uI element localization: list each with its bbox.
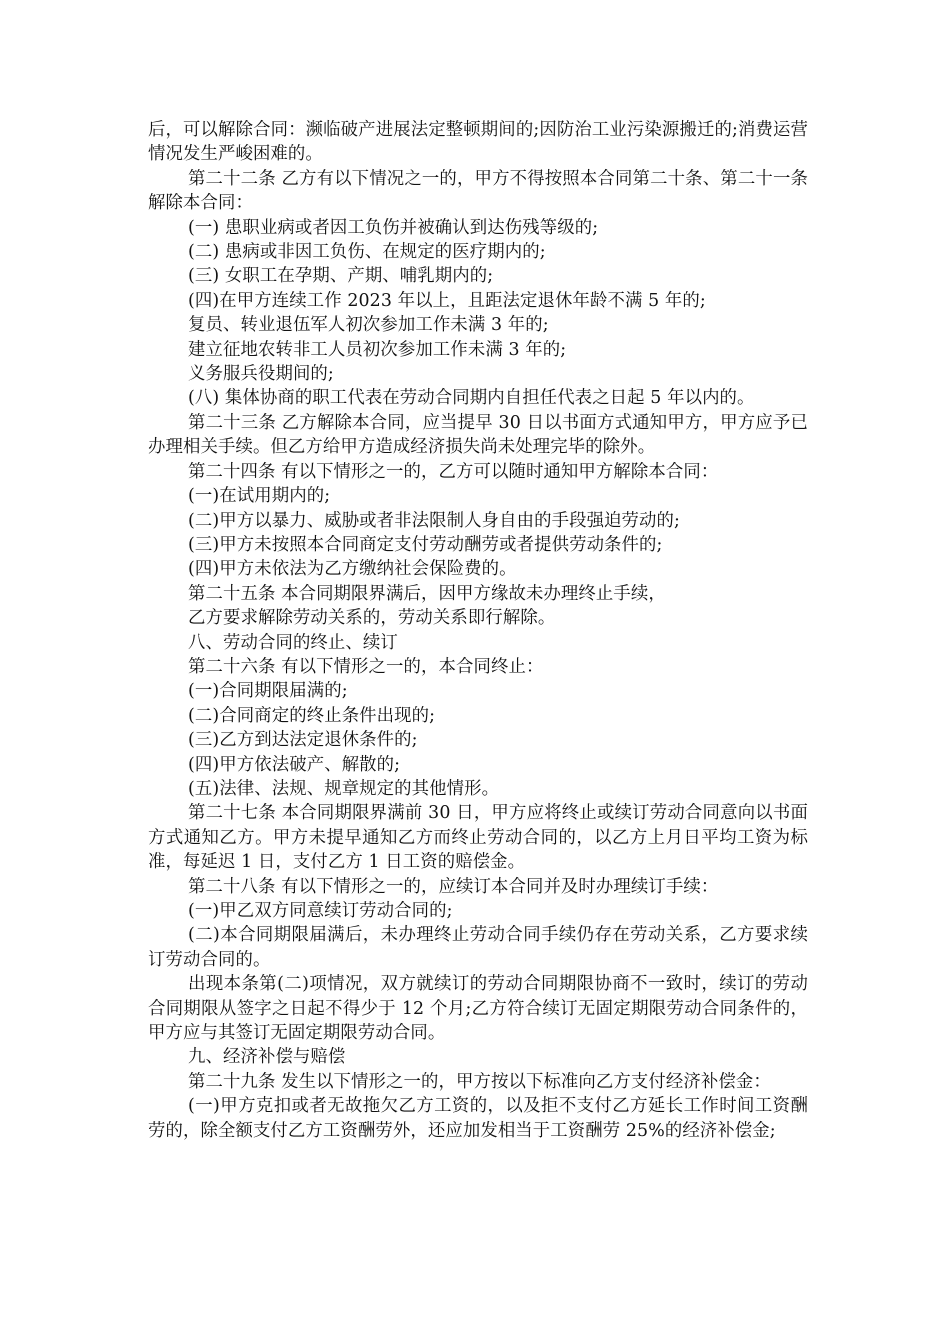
article-25-continued: 乙方要求解除劳动关系的，劳动关系即行解除。 — [188, 608, 556, 629]
article-22-item-3: (三) 女职工在孕期、产期、哺乳期内的; — [188, 266, 494, 287]
article-25: 第二十五条 本合同期限界满后，因甲方缘故未办理终止手续， — [188, 583, 666, 604]
article-22-item-6: 建立征地农转非工人员初次参加工作未满 3 年的; — [188, 339, 567, 360]
article-22-item-8: (八) 集体协商的职工代表在劳动合同期内自担任代表之日起 5 年以内的。 — [188, 388, 755, 409]
article-23: 第二十三条 乙方解除本合同，应当提早 30 日以书面方式通知甲方，甲方应予已办理相关手续。但乙方给甲方造成经济损失尚未处理完毕的除外。 — [148, 412, 808, 458]
article-28-item-1: (一)甲乙双方同意续订劳动合同的; — [188, 901, 453, 921]
document-page — [148, 118, 808, 1143]
article-24-item-3: (三)甲方未按照本合同商定支付劳动酬劳或者提供劳动条件的; — [188, 534, 663, 555]
article-26-item-4: (四)甲方依法破产、解散的; — [188, 754, 401, 775]
article-26-item-1: (一)合同期限届满的; — [188, 681, 348, 702]
article-24-item-2: (二)甲方以暴力、威胁或者非法限制人身自由的手段强迫劳动的; — [188, 510, 680, 531]
article-22-item-7: 义务服兵役期间的; — [188, 364, 334, 385]
article-28: 第二十八条 有以下情形之一的，应续订本合同并及时办理续订手续： — [188, 876, 719, 897]
section-heading-termination-renewal: 八、劳动合同的终止、续订 — [188, 632, 398, 653]
article-28-item-2: (二)本合同期限届满后，未办理终止劳动合同手续仍存在劳动关系，乙方要求续订劳动合同的。 — [148, 925, 808, 970]
article-24: 第二十四条 有以下情形之一的，乙方可以随时通知甲方解除本合同： — [188, 461, 719, 482]
article-24-item-1: (一)在试用期内的; — [188, 486, 331, 507]
article-26-item-3: (三)乙方到达法定退休条件的; — [188, 730, 418, 751]
article-28-note: 出现本条第(二)项情况，双方就续订的劳动合同期限协商不一致时，续订的劳动合同期限从签字之日起不得少于 12 个月;乙方符合续订无固定期限劳动合同条件的，甲方应与其签订无固定期限劳动合同。 — [148, 974, 808, 1044]
article-26-item-5: (五)法律、法规、规章规定的其他情形。 — [188, 778, 500, 799]
article-22-item-1: (一) 患职业病或者因工负伤并被确认到达伤残等级的; — [188, 217, 599, 238]
article-22: 第二十二条 乙方有以下情况之一的，甲方不得按照本合同第二十条、第二十一条解除本合同： — [148, 168, 808, 214]
section-heading-compensation: 九、经济补偿与赔偿 — [188, 1047, 346, 1068]
article-22-item-2: (二) 患病或非因工负伤、在规定的医疗期内的; — [188, 242, 546, 263]
article-29: 第二十九条 发生以下情形之一的，甲方按以下标准向乙方支付经济补偿金： — [188, 1071, 771, 1092]
article-29-item-1: (一)甲方克扣或者无故拖欠乙方工资的，以及拒不支付乙方延长工作时间工资酬劳的，除全额支付乙方工资酬劳外，还应加发相当于工资酬劳 25%的经济补偿金; — [148, 1096, 808, 1141]
article-22-item-4: (四)在甲方连续工作 2023 年以上，且距法定退休年龄不满 5 年的; — [188, 290, 706, 311]
article-22-item-5: 复员、转业退伍军人初次参加工作未满 3 年的; — [188, 315, 549, 336]
article-27: 第二十七条 本合同期限界满前 30 日，甲方应将终止或续订劳动合同意向以书面方式通知乙方。甲方未提早通知乙方而终止劳动合同的，以乙方上月日平均工资为标准，每延迟 1 日，支付乙方 1 日工资的赔偿金。 — [148, 803, 808, 873]
article-26: 第二十六条 有以下情形之一的，本合同终止： — [188, 656, 544, 677]
article-26-item-2: (二)合同商定的终止条件出现的; — [188, 705, 436, 726]
paragraph-dismissal-conditions-end: 后，可以解除合同：濒临破产进展法定整顿期间的;因防治工业污染源搬迁的;消费运营情况发生严峻困难的。 — [148, 120, 808, 165]
article-24-item-4: (四)甲方未依法为乙方缴纳社会保险费的。 — [188, 559, 517, 580]
